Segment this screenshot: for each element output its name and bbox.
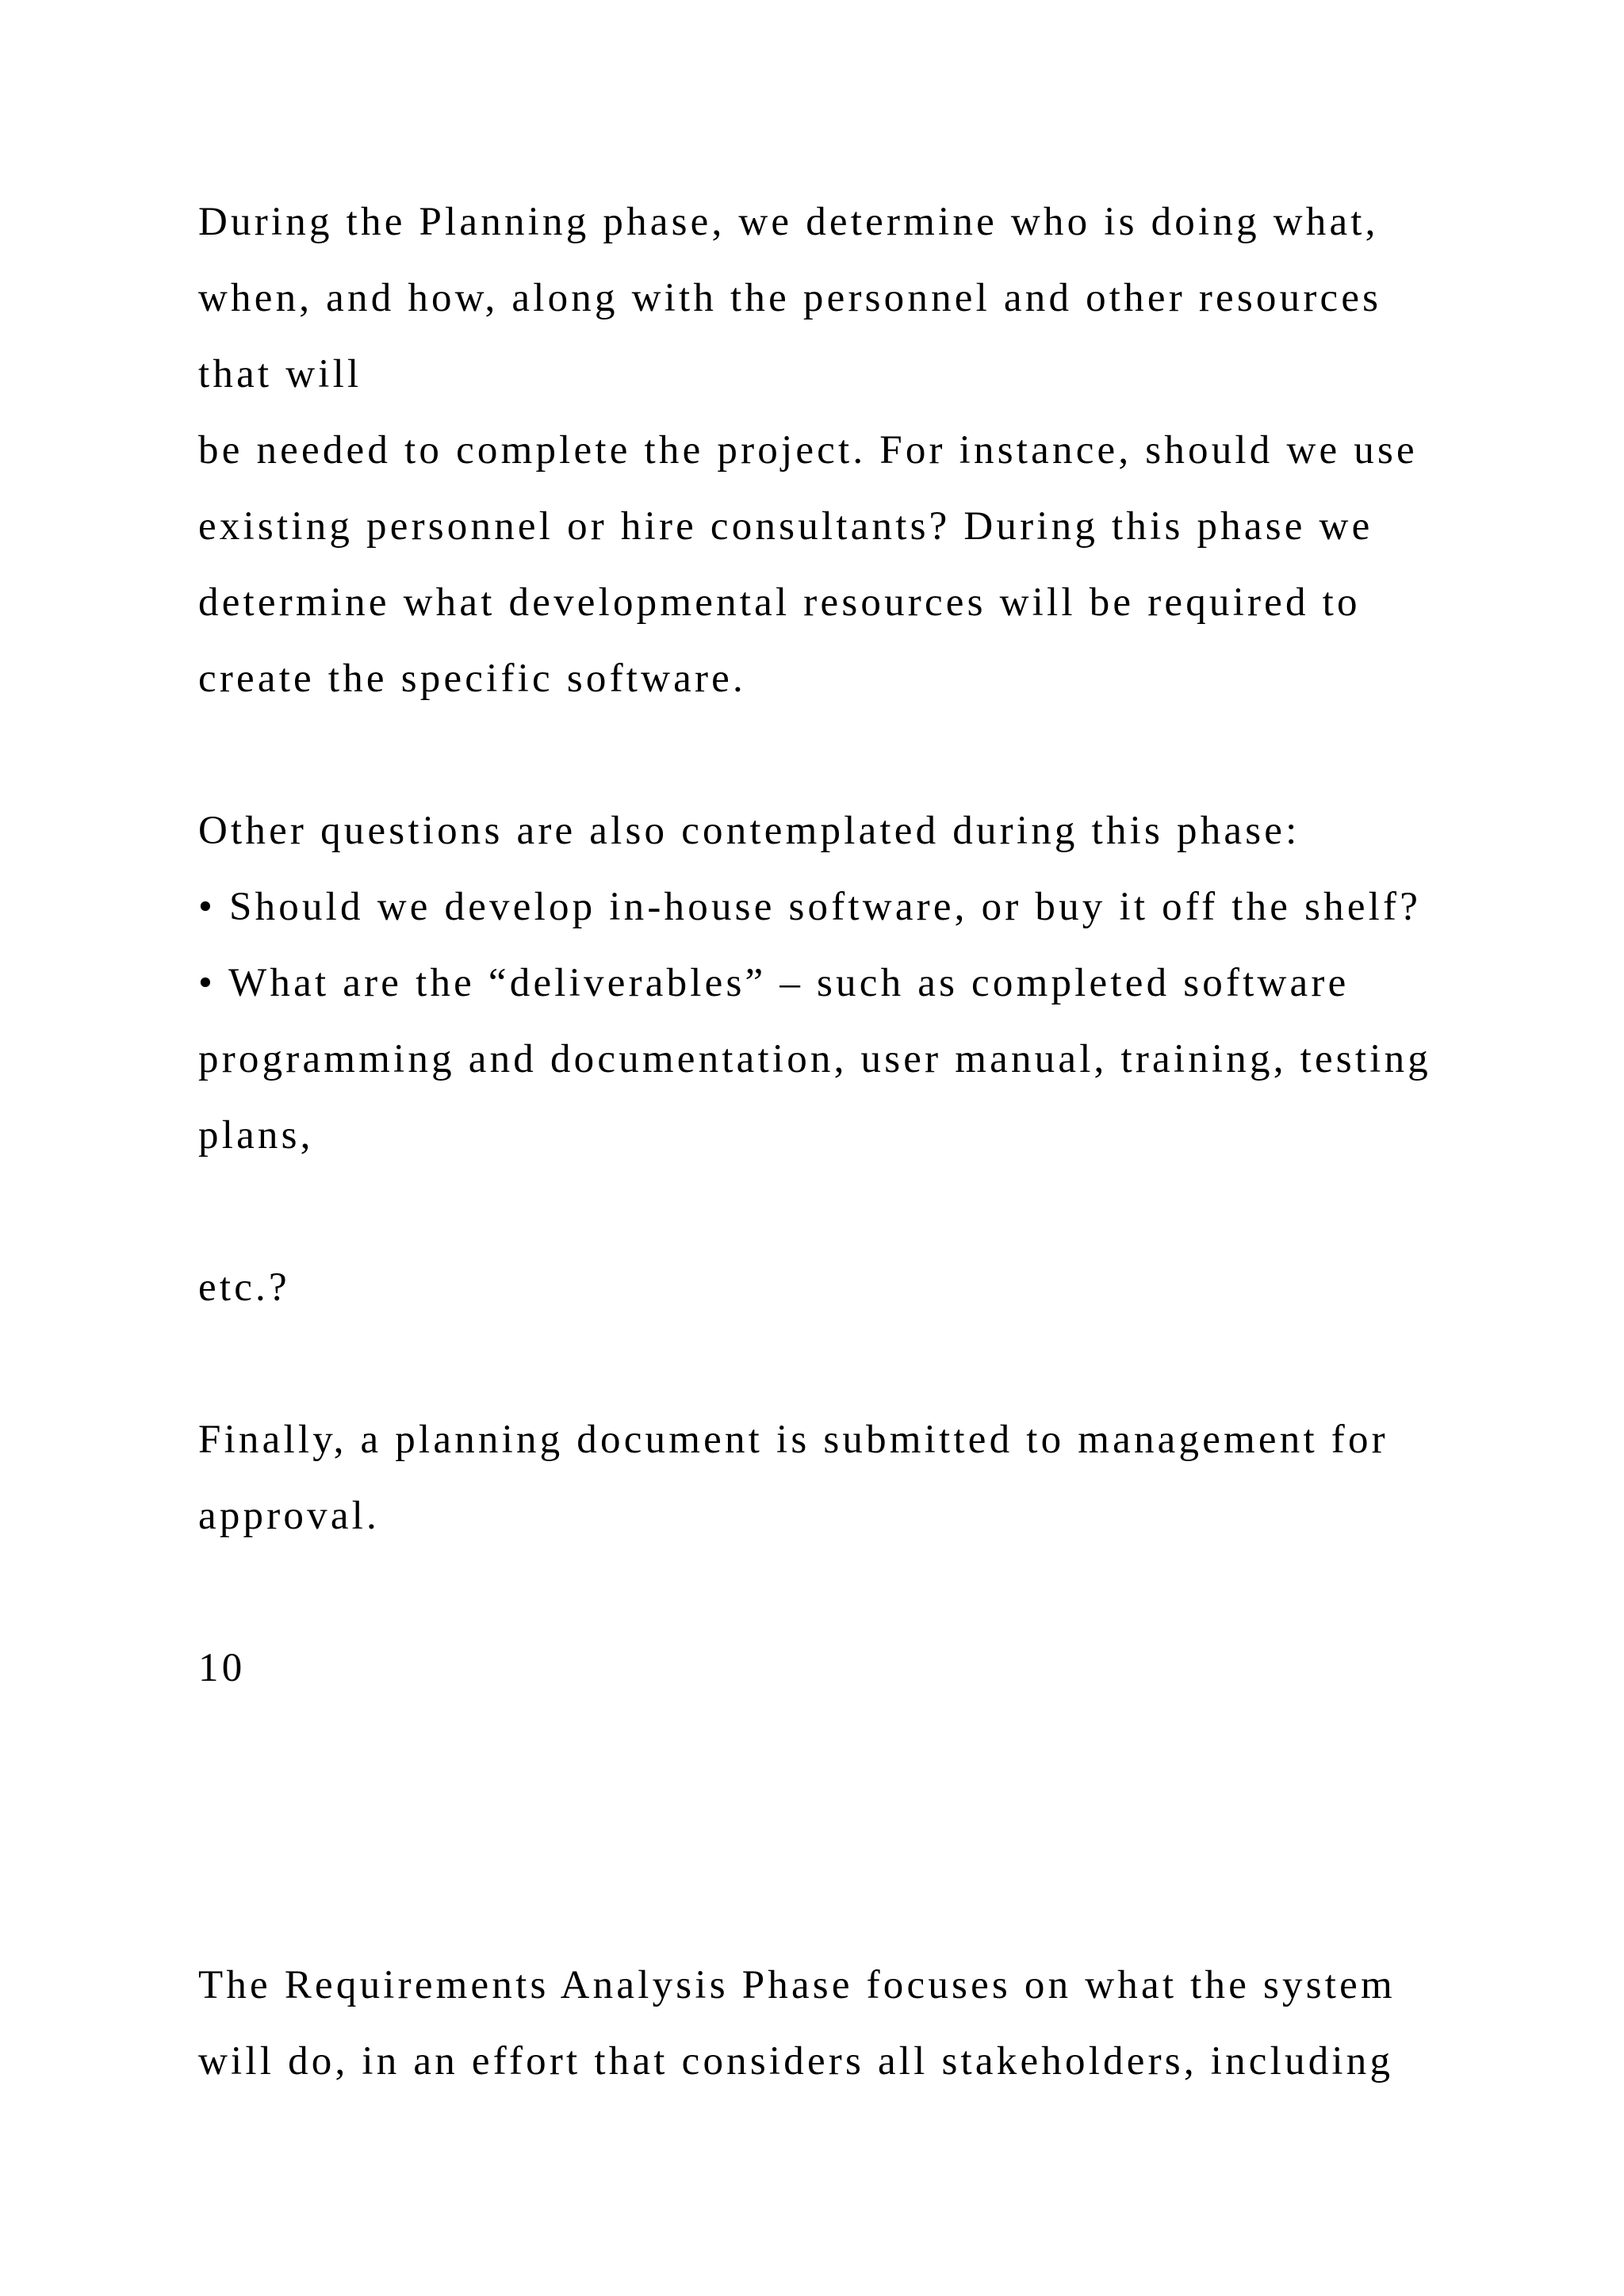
text-line: Finally, a planning document is submitted to management for [198,1418,1388,1462]
text-line: During the Planning phase, we determine who is doing what, [198,200,1379,244]
text-line: etc.? [198,1265,290,1310]
text-line: will do, in an effort that considers all stakeholders, including [198,2039,1394,2084]
text-line: when, and how, along with the personnel and other resources [198,276,1382,320]
bullet-item: • Should we develop in-house software, or buy it off the shelf? [198,885,1422,929]
text-line: Other questions are also contemplated during this phase: [198,809,1300,853]
text-line: determine what developmental resources will be required to [198,580,1361,625]
text-line: existing personnel or hire consultants? During this phase we [198,504,1373,549]
text-line: create the specific software. [198,656,746,701]
bullet-item: • What are the “deliverables” – such as completed software [198,961,1350,1005]
text-line: be needed to complete the project. For instance, should we use [198,428,1418,473]
text-line: plans, [198,1113,314,1158]
text-line: The Requirements Analysis Phase focuses on what the system [198,1963,1396,2007]
text-line: approval. [198,1494,380,1538]
page-number: 10 [198,1646,246,1690]
text-line: programming and documentation, user manual, training, testing [198,1037,1431,1081]
text-line: that will [198,352,362,396]
